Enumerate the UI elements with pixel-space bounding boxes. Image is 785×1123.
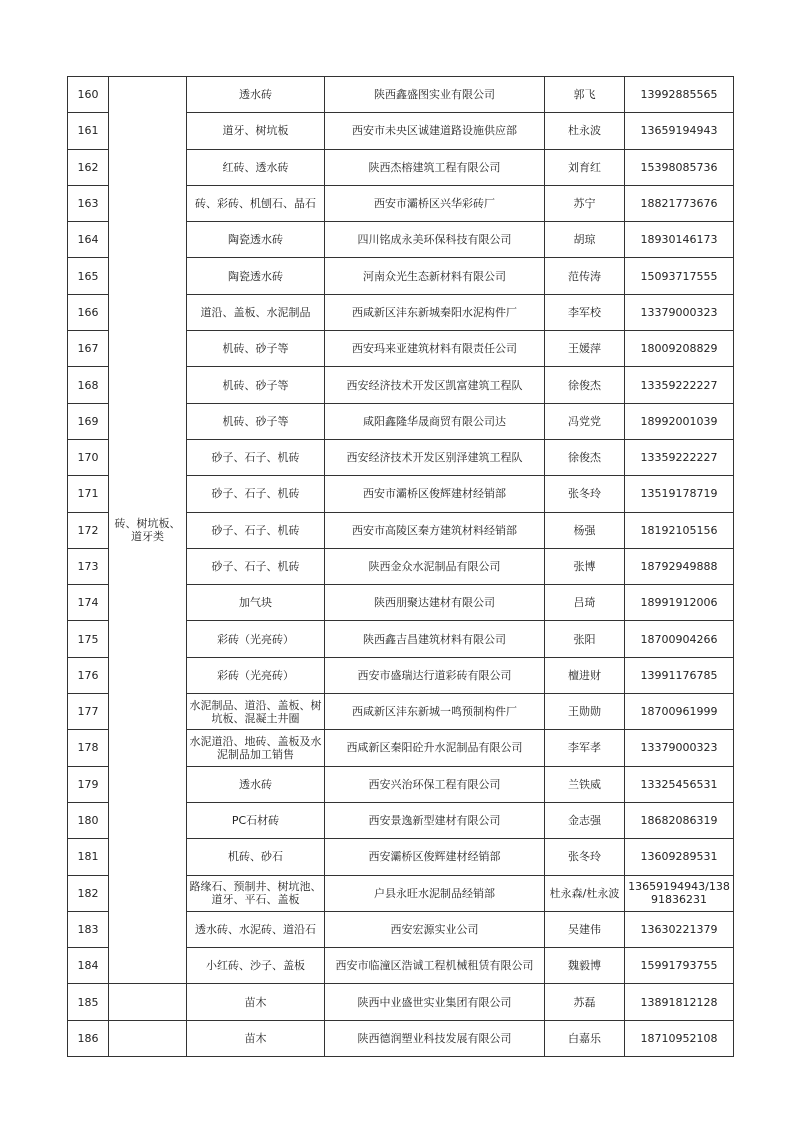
- company-cell: 西安兴治环保工程有限公司: [325, 766, 545, 802]
- phone-cell: 15093717555: [625, 258, 734, 294]
- supplier-table: [67, 76, 734, 1057]
- contact-cell: 苏宁: [545, 185, 625, 221]
- product-cell: 机砖、砂子等: [187, 367, 325, 403]
- phone-cell: 13359222227: [625, 439, 734, 475]
- phone-cell: 18192105156: [625, 512, 734, 548]
- product-cell: 苗木: [187, 1020, 325, 1056]
- company-cell: 陕西鑫吉昌建筑材料有限公司: [325, 621, 545, 657]
- contact-cell: 王勋勋: [545, 694, 625, 730]
- phone-cell: 18821773676: [625, 185, 734, 221]
- company-cell: 西安市临潼区浩诚工程机械租赁有限公司: [325, 948, 545, 984]
- category-cell-empty: [109, 1020, 187, 1056]
- row-number: 185: [68, 984, 109, 1020]
- row-number: 184: [68, 948, 109, 984]
- row-number: 170: [68, 439, 109, 475]
- phone-cell: 15398085736: [625, 149, 734, 185]
- phone-cell: 13325456531: [625, 766, 734, 802]
- contact-cell: 檀进财: [545, 657, 625, 693]
- product-cell: 道沿、盖板、水泥制品: [187, 294, 325, 330]
- contact-cell: 张博: [545, 548, 625, 584]
- company-cell: 西安市高陵区秦方建筑材料经销部: [325, 512, 545, 548]
- phone-cell: 18992001039: [625, 403, 734, 439]
- phone-cell: 18700904266: [625, 621, 734, 657]
- contact-cell: 张冬玲: [545, 476, 625, 512]
- company-cell: 西安市未央区诚建道路设施供应部: [325, 113, 545, 149]
- phone-cell: 18682086319: [625, 802, 734, 838]
- phone-cell: 13659194943/13891836231: [625, 875, 734, 911]
- company-cell: 陕西鑫盛图实业有限公司: [325, 77, 545, 113]
- row-number: 172: [68, 512, 109, 548]
- product-cell: 砂子、石子、机砖: [187, 439, 325, 475]
- product-cell: 红砖、透水砖: [187, 149, 325, 185]
- row-number: 174: [68, 585, 109, 621]
- company-cell: 户县永旺水泥制品经销部: [325, 875, 545, 911]
- phone-cell: 18991912006: [625, 585, 734, 621]
- row-number: 168: [68, 367, 109, 403]
- contact-cell: 吕琦: [545, 585, 625, 621]
- contact-cell: 杨强: [545, 512, 625, 548]
- phone-cell: 13891812128: [625, 984, 734, 1020]
- phone-cell: 13659194943: [625, 113, 734, 149]
- company-cell: 咸阳鑫隆华晟商贸有限公司达: [325, 403, 545, 439]
- row-number: 177: [68, 694, 109, 730]
- contact-cell: 李军孝: [545, 730, 625, 766]
- company-cell: 陕西中业盛世实业集团有限公司: [325, 984, 545, 1020]
- contact-cell: 杜永森/杜永波: [545, 875, 625, 911]
- table-row: [68, 1020, 734, 1056]
- row-number: 164: [68, 222, 109, 258]
- company-cell: 西安市盛瑞达行道彩砖有限公司: [325, 657, 545, 693]
- row-number: 160: [68, 77, 109, 113]
- phone-cell: 15991793755: [625, 948, 734, 984]
- contact-cell: 郭飞: [545, 77, 625, 113]
- row-number: 169: [68, 403, 109, 439]
- company-cell: 西安景逸新型建材有限公司: [325, 802, 545, 838]
- phone-cell: 13992885565: [625, 77, 734, 113]
- company-cell: 西安玛来亚建筑材料有限责任公司: [325, 331, 545, 367]
- contact-cell: 苏磊: [545, 984, 625, 1020]
- row-number: 167: [68, 331, 109, 367]
- contact-cell: 吴建伟: [545, 911, 625, 947]
- contact-cell: 刘育红: [545, 149, 625, 185]
- product-cell: PC石材砖: [187, 802, 325, 838]
- contact-cell: 范传涛: [545, 258, 625, 294]
- contact-cell: 冯党党: [545, 403, 625, 439]
- row-number: 182: [68, 875, 109, 911]
- product-cell: 透水砖: [187, 766, 325, 802]
- product-cell: 彩砖（光亮砖）: [187, 621, 325, 657]
- phone-cell: 18009208829: [625, 331, 734, 367]
- company-cell: 西咸新区沣东新城秦阳水泥构件厂: [325, 294, 545, 330]
- phone-cell: 13609289531: [625, 839, 734, 875]
- phone-cell: 13630221379: [625, 911, 734, 947]
- row-number: 183: [68, 911, 109, 947]
- row-number: 163: [68, 185, 109, 221]
- company-cell: 西安宏源实业公司: [325, 911, 545, 947]
- product-cell: 陶瓷透水砖: [187, 222, 325, 258]
- product-cell: 砖、彩砖、机刨石、晶石: [187, 185, 325, 221]
- company-cell: 西咸新区秦阳砼升水泥制品有限公司: [325, 730, 545, 766]
- table-row: [68, 77, 734, 113]
- contact-cell: 徐俊杰: [545, 367, 625, 403]
- row-number: 173: [68, 548, 109, 584]
- product-cell: 机砖、砂子等: [187, 403, 325, 439]
- product-cell: 机砖、砂子等: [187, 331, 325, 367]
- phone-cell: 18700961999: [625, 694, 734, 730]
- row-number: 176: [68, 657, 109, 693]
- row-number: 178: [68, 730, 109, 766]
- product-cell: 水泥道沿、地砖、盖板及水泥制品加工销售: [187, 730, 325, 766]
- company-cell: 陕西杰榕建筑工程有限公司: [325, 149, 545, 185]
- contact-cell: 王媛萍: [545, 331, 625, 367]
- row-number: 171: [68, 476, 109, 512]
- company-cell: 河南众光生态新材料有限公司: [325, 258, 545, 294]
- phone-cell: 18930146173: [625, 222, 734, 258]
- company-cell: 陕西朋聚达建材有限公司: [325, 585, 545, 621]
- company-cell: 西安市灞桥区兴华彩砖厂: [325, 185, 545, 221]
- contact-cell: 魏毅博: [545, 948, 625, 984]
- company-cell: 西安市灞桥区俊辉建材经销部: [325, 476, 545, 512]
- product-cell: 彩砖（光亮砖）: [187, 657, 325, 693]
- row-number: 180: [68, 802, 109, 838]
- company-cell: 陕西金众水泥制品有限公司: [325, 548, 545, 584]
- company-cell: 西咸新区沣东新城一鸣预制构件厂: [325, 694, 545, 730]
- category-cell-empty: [109, 984, 187, 1020]
- product-cell: 砂子、石子、机砖: [187, 476, 325, 512]
- contact-cell: 李军校: [545, 294, 625, 330]
- row-number: 162: [68, 149, 109, 185]
- table-row: [68, 984, 734, 1020]
- product-cell: 陶瓷透水砖: [187, 258, 325, 294]
- row-number: 181: [68, 839, 109, 875]
- row-number: 161: [68, 113, 109, 149]
- contact-cell: 白嘉乐: [545, 1020, 625, 1056]
- product-cell: 道牙、树坑板: [187, 113, 325, 149]
- product-cell: 苗木: [187, 984, 325, 1020]
- phone-cell: 13379000323: [625, 730, 734, 766]
- phone-cell: 13359222227: [625, 367, 734, 403]
- product-cell: 水泥制品、道沿、盖板、树坑板、混凝土井圈: [187, 694, 325, 730]
- contact-cell: 张阳: [545, 621, 625, 657]
- phone-cell: 13379000323: [625, 294, 734, 330]
- contact-cell: 胡琼: [545, 222, 625, 258]
- row-number: 165: [68, 258, 109, 294]
- company-cell: 西安经济技术开发区凯富建筑工程队: [325, 367, 545, 403]
- product-cell: 小红砖、沙子、盖板: [187, 948, 325, 984]
- product-cell: 加气块: [187, 585, 325, 621]
- row-number: 179: [68, 766, 109, 802]
- row-number: 186: [68, 1020, 109, 1056]
- phone-cell: 13519178719: [625, 476, 734, 512]
- product-cell: 砂子、石子、机砖: [187, 512, 325, 548]
- row-number: 166: [68, 294, 109, 330]
- contact-cell: 兰铁威: [545, 766, 625, 802]
- company-cell: 西安灞桥区俊辉建材经销部: [325, 839, 545, 875]
- contact-cell: 杜永波: [545, 113, 625, 149]
- company-cell: 西安经济技术开发区别泽建筑工程队: [325, 439, 545, 475]
- row-number: 175: [68, 621, 109, 657]
- product-cell: 路缘石、预制井、树坑池、道牙、平石、盖板: [187, 875, 325, 911]
- phone-cell: 18710952108: [625, 1020, 734, 1056]
- contact-cell: 张冬玲: [545, 839, 625, 875]
- product-cell: 透水砖、水泥砖、道沿石: [187, 911, 325, 947]
- company-cell: 陕西德润塑业科技发展有限公司: [325, 1020, 545, 1056]
- phone-cell: 18792949888: [625, 548, 734, 584]
- company-cell: 四川铭成永美环保科技有限公司: [325, 222, 545, 258]
- category-cell: 砖、树坑板、道牙类: [109, 77, 187, 984]
- product-cell: 透水砖: [187, 77, 325, 113]
- product-cell: 机砖、砂石: [187, 839, 325, 875]
- contact-cell: 金志强: [545, 802, 625, 838]
- phone-cell: 13991176785: [625, 657, 734, 693]
- contact-cell: 徐俊杰: [545, 439, 625, 475]
- product-cell: 砂子、石子、机砖: [187, 548, 325, 584]
